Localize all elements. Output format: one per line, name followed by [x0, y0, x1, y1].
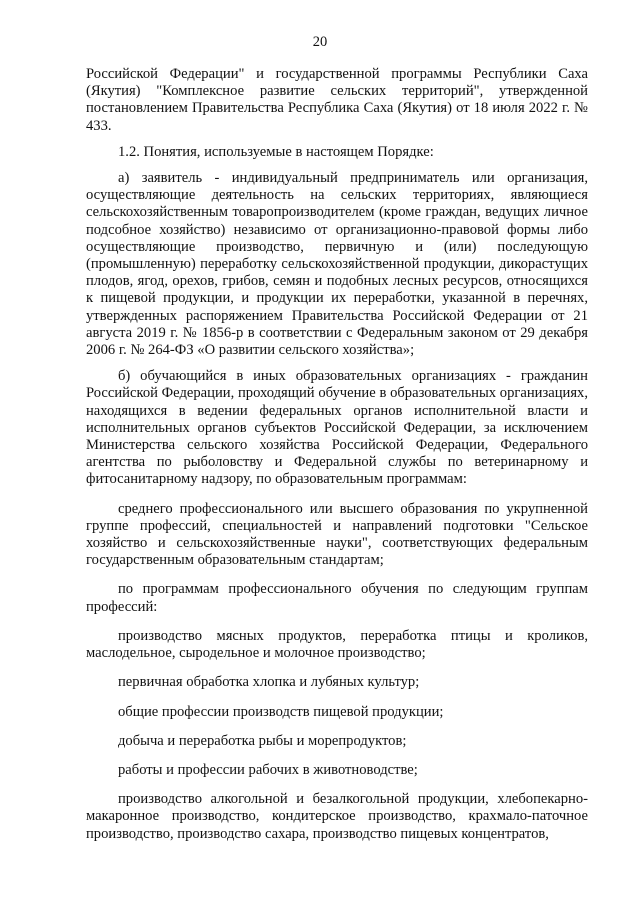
paragraph-fish-processing: добыча и переработка рыбы и морепродуктов;: [118, 732, 407, 749]
paragraph-definition-b: б) обучающийся в иных образовательных организациях - гражданин Российской Федерации, проходящий обучение в образовательных организациях, находящихся в ведении федеральных органов исполнительной власти и исполнительных органов субъектов Российской Федерации, за исключением Министерства сельского хозяйства Российской Федерации, Федерального агентства по рыболовству и Федеральной службы по ветеринарному и фитосанитарному надзору, по образовательным программам:: [86, 368, 588, 488]
paragraph-livestock-work: работы и профессии рабочих в животноводстве;: [118, 761, 418, 778]
document-body: [86, 66, 588, 843]
paragraph-definition-a: а) заявитель - индивидуальный предприниматель или организация, осуществляющие деятельность на сельских территориях, являющиеся сельскохозяйственным товаропроизводителем (кроме граждан, ведущих личное подсобное хозяйство) независимо от организационно-правовой формы либо осуществляющие производство, первичную и (или) последующую (промышленную) переработку сельскохозяйственной продукции, дикорастущих плодов, ягод, орехов, грибов, семян и подобных лесных ресурсов, относящихся к пищевой продукции, и продукции их переработки, указанной в перечнях, утвержденных распоряжением Правительства Российской Федерации от 21 августа 2019 г. № 1856-р в соответствии с Федеральным законом от 29 декабря 2006 г. № 264-ФЗ «О развитии сельского хозяйства»;: [86, 170, 588, 359]
paragraph-continuation: Российской Федерации" и государственной программы Республики Саха (Якутия) "Комплексное развитие сельских территорий", утвержденной постановлением Правительства Республика Саха (Якутия) от 18 июля 2022 г. № 433.: [86, 66, 588, 134]
paragraph-beverage-production: производство алкогольной и безалкогольной продукции, хлебопекарно-макаронное производство, кондитерское производство, крахмало-паточное производство, производство сахара, производство пищевых концентратов,: [86, 791, 588, 842]
page-number: 20: [312, 34, 328, 50]
paragraph-education-programs: среднего профессионального или высшего образования по укрупненной группе профессий, специальностей и направлений подготовки "Сельское хозяйство и сельскохозяйственные науки", соответствующих федеральным государственным образовательным стандартам;: [86, 500, 588, 569]
paragraph-food-professions: общие профессии производств пищевой продукции;: [118, 703, 444, 720]
paragraph-cotton-processing: первичная обработка хлопка и лубяных культур;: [118, 674, 420, 691]
paragraph-meat-production: производство мясных продуктов, переработка птицы и кроликов, маслодельное, сыродельное и молочное производство;: [86, 627, 588, 662]
paragraph-section-heading: 1.2. Понятия, используемые в настоящем Порядке:: [118, 143, 434, 160]
paragraph-professional-training: по программам профессионального обучения по следующим группам профессий:: [86, 581, 588, 615]
